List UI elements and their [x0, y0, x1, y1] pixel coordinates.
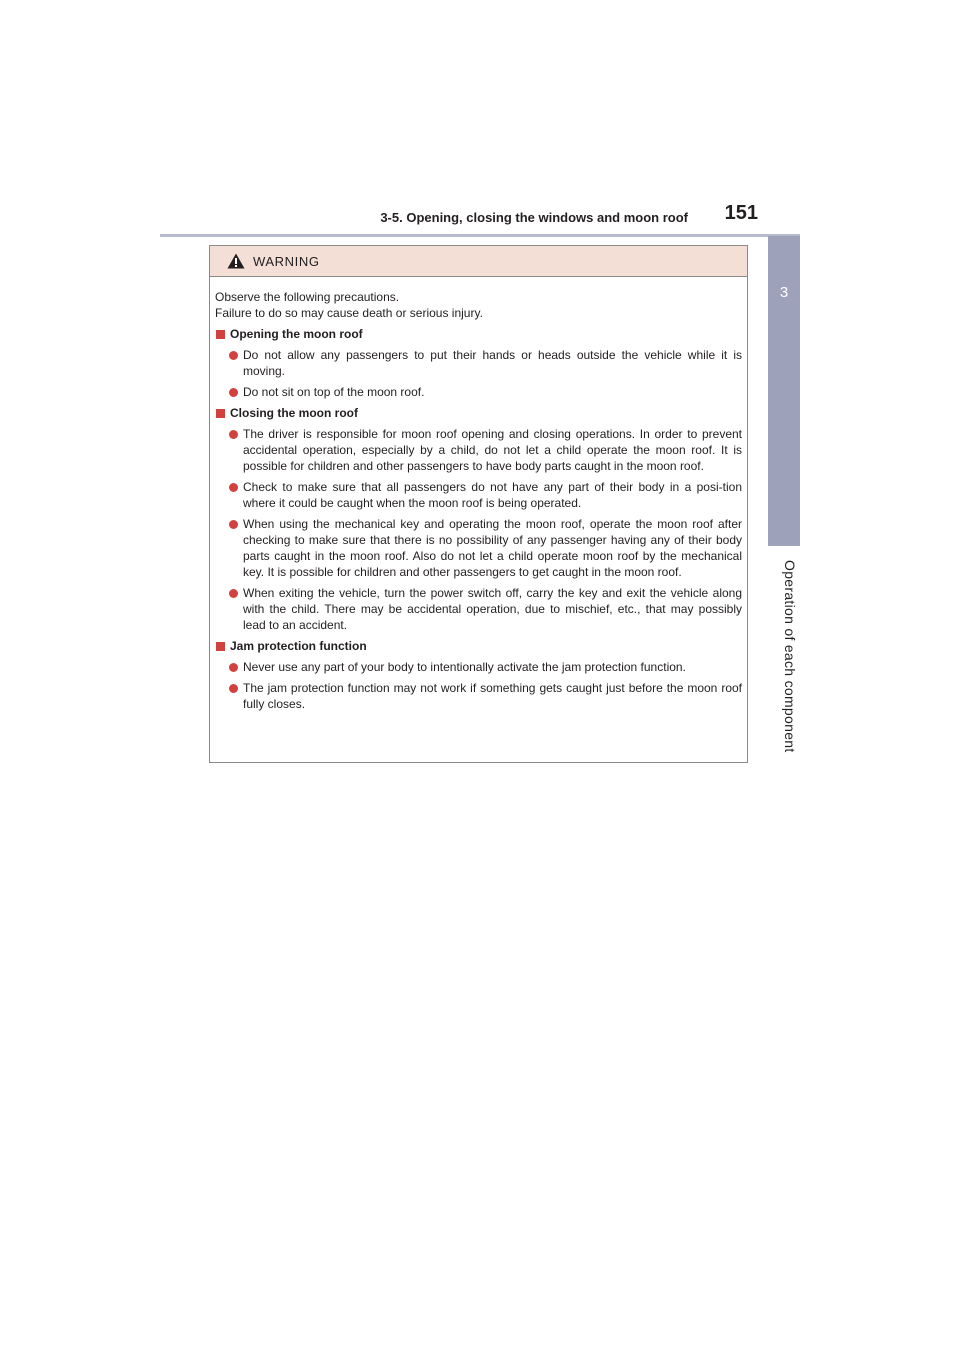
intro-line: Observe the following precautions. [215, 290, 400, 304]
warning-header [210, 246, 747, 277]
section-heading-text: Jam protection function [230, 639, 367, 653]
section-heading [215, 638, 742, 654]
warning-triangle-icon [227, 253, 245, 269]
page-number: 151 [724, 202, 758, 224]
square-bullet-icon [216, 642, 225, 651]
intro-line: Failure to do so may cause death or serious injury. [215, 306, 483, 320]
list-item [215, 426, 742, 474]
list-item-text: Do not sit on top of the moon roof. [243, 385, 425, 399]
bullet-dot-icon [229, 684, 238, 693]
square-bullet-icon [216, 409, 225, 418]
list-item [215, 680, 742, 712]
bullet-dot-icon [229, 351, 238, 360]
list-item [215, 384, 742, 400]
section-heading-text: Closing the moon roof [230, 406, 358, 420]
bullet-dot-icon [229, 430, 238, 439]
bullet-dot-icon [229, 483, 238, 492]
list-item-text: Do not allow any passengers to put their hands or heads outside the vehicle while it is moving. [243, 348, 742, 378]
section-heading-text: Opening the moon roof [230, 327, 363, 341]
bullet-dot-icon [229, 589, 238, 598]
list-item-text: Never use any part of your body to intentionally activate the jam protection function. [243, 660, 686, 674]
chapter-title: Operation of each component [782, 560, 798, 753]
warning-box [209, 245, 748, 763]
warning-body [210, 277, 747, 712]
section-title: 3-5. Opening, closing the windows and moon roof [380, 210, 688, 225]
list-item [215, 479, 742, 511]
bullet-dot-icon [229, 388, 238, 397]
list-item [215, 659, 742, 675]
chapter-number: 3 [779, 284, 789, 301]
list-item-text: When exiting the vehicle, turn the power switch off, carry the key and exit the vehicle along with the child. There may be accidental operation, due to mischief, etc., that may possibly lead to an accident. [243, 586, 742, 632]
list-item-text: The driver is responsible for moon roof opening and closing operations. In order to prevent accidental operation, especially by a child, do not let a child operate the moon roof. It is possible for children and other passengers to have body parts caught in the moon roof. [243, 427, 742, 473]
chapter-tab [768, 236, 800, 546]
bullet-dot-icon [229, 663, 238, 672]
section-heading [215, 326, 742, 342]
list-item-text: When using the mechanical key and operating the moon roof, operate the moon roof after checking to make sure that there is no possibility of any passenger having any of their body parts caught in the moon roof. Also do not let a child operate moon roof by the mechanical key. It is possible for children and other passengers to get caught in the moon roof. [243, 517, 742, 579]
list-item [215, 516, 742, 580]
section-heading [215, 405, 742, 421]
list-item-text: The jam protection function may not work if something gets caught just before the moon roof fully closes. [243, 681, 742, 711]
list-item-text: Check to make sure that all passengers do not have any part of their body in a posi-tion where it could be caught when the moon roof is being operated. [243, 480, 742, 510]
page-header [160, 200, 800, 237]
bullet-dot-icon [229, 520, 238, 529]
list-item [215, 347, 742, 379]
list-item [215, 585, 742, 633]
warning-label: WARNING [253, 253, 320, 269]
square-bullet-icon [216, 330, 225, 339]
